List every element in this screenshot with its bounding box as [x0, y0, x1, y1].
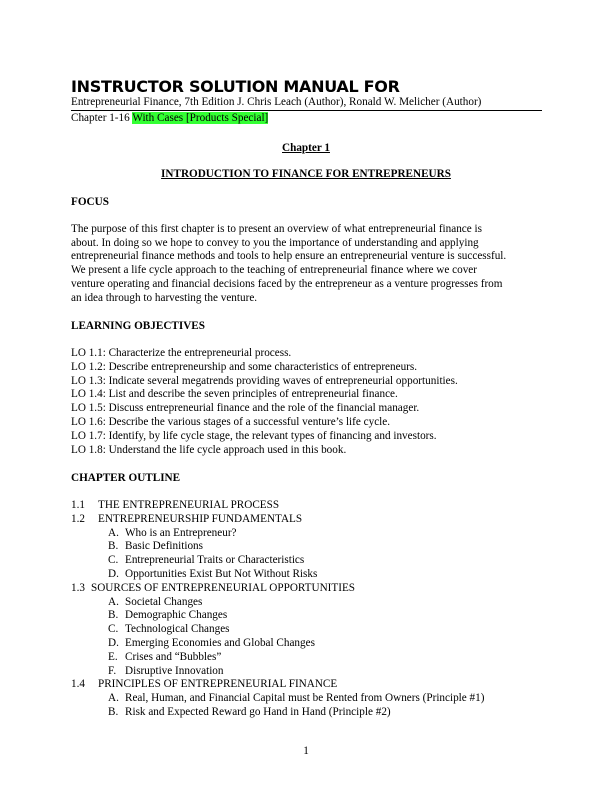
outline-text: Real, Human, and Financial Capital must be Rented from Owners (Principle #1)	[125, 692, 485, 705]
focus-line: entrepreneurial finance methods and tools to help ensure an entrepreneurial venture is successful.	[71, 250, 507, 263]
focus-heading: FOCUS	[71, 196, 109, 208]
outline-letter: D.	[108, 567, 119, 580]
outline-text: ENTREPRENEURSHIP FUNDAMENTALS	[98, 512, 303, 525]
chapter-title: INTRODUCTION TO FINANCE FOR ENTREPRENEURS	[161, 168, 451, 180]
outline-text: Emerging Economies and Global Changes	[125, 636, 315, 649]
outline-subitem	[71, 568, 484, 582]
outline-section	[71, 582, 484, 596]
book-subtitle: Entrepreneurial Finance, 7th Edition J. Chris Leach (Author), Ronald W. Melicher (Author)	[71, 96, 482, 108]
focus-line: about. In doing so we hope to convey to you the importance of understanding and applying	[71, 236, 479, 249]
learning-objective: LO 1.8: Understand the life cycle approach used in this book.	[71, 443, 347, 456]
learning-objective: LO 1.3: Indicate several megatrends providing waves of entrepreneurial opportunities.	[71, 374, 458, 387]
outline-subitem	[71, 637, 484, 651]
outline-number: 1.4	[71, 678, 85, 691]
chapter-outline	[71, 499, 484, 720]
chapter-label: Chapter 1	[282, 142, 330, 154]
learning-objectives-heading: LEARNING OBJECTIVES	[71, 320, 205, 332]
outline-text: Risk and Expected Reward go Hand in Hand (Principle #2)	[125, 705, 391, 718]
outline-number: 1.2	[71, 512, 85, 525]
outline-subitem	[71, 623, 484, 637]
learning-objective: LO 1.1: Characterize the entrepreneurial process.	[71, 347, 292, 359]
outline-letter: E.	[108, 650, 118, 663]
page-number: 1	[303, 745, 309, 757]
focus-line: The purpose of this first chapter is to present an overview of what entrepreneurial finance is	[71, 223, 482, 235]
outline-text: Opportunities Exist But Not Without Risks	[125, 567, 318, 580]
outline-subitem	[71, 540, 484, 554]
outline-text: SOURCES OF ENTREPRENEURIAL OPPORTUNITIES	[91, 581, 356, 594]
outline-subitem	[71, 596, 484, 610]
outline-letter: D.	[108, 636, 119, 649]
outline-subitem	[71, 706, 484, 720]
outline-subitem	[71, 651, 484, 665]
outline-section	[71, 513, 484, 527]
outline-section	[71, 499, 484, 513]
outline-text: Crises and “Bubbles”	[125, 650, 222, 663]
learning-objective: LO 1.5: Discuss entrepreneurial finance and the role of the financial manager.	[71, 402, 420, 415]
outline-letter: C.	[108, 623, 119, 636]
outline-letter: B.	[108, 540, 119, 553]
outline-text: Technological Changes	[125, 623, 230, 636]
outline-letter: A.	[108, 692, 119, 705]
outline-letter: C.	[108, 554, 119, 567]
chapter-range	[71, 112, 268, 125]
chapter-outline-heading: CHAPTER OUTLINE	[71, 472, 181, 484]
chapter-range-prefix: Chapter 1-16	[71, 112, 133, 124]
outline-letter: B.	[108, 609, 119, 622]
learning-objective: LO 1.2: Describe entrepreneurship and some characteristics of entrepreneurs.	[71, 360, 418, 373]
chapter-range-highlight: With Cases [Products Special]	[132, 112, 269, 124]
outline-subitem	[71, 692, 484, 706]
outline-section	[71, 678, 484, 692]
outline-text: PRINCIPLES OF ENTREPRENEURIAL FINANCE	[98, 678, 338, 691]
outline-number: 1.3	[71, 581, 85, 594]
outline-text: Basic Definitions	[125, 540, 203, 553]
outline-letter: F.	[108, 664, 117, 677]
learning-objective: LO 1.4: List and describe the seven principles of entrepreneurial finance.	[71, 388, 398, 401]
learning-objectives-list	[71, 347, 458, 457]
learning-objective: LO 1.7: Identify, by life cycle stage, the relevant types of financing and investors.	[71, 429, 437, 442]
outline-number: 1.1	[71, 499, 85, 511]
outline-letter: A.	[108, 595, 119, 608]
manual-title: INSTRUCTOR SOLUTION MANUAL FOR	[71, 77, 400, 96]
outline-text: Demographic Changes	[125, 609, 228, 622]
outline-subitem	[71, 527, 484, 541]
outline-text: Societal Changes	[125, 595, 203, 608]
learning-objective: LO 1.6: Describe the various stages of a successful venture’s life cycle.	[71, 415, 391, 428]
outline-text: THE ENTREPRENEURIAL PROCESS	[98, 499, 280, 511]
outline-subitem	[71, 609, 484, 623]
outline-text: Entrepreneurial Traits or Characteristics	[125, 554, 305, 567]
outline-subitem	[71, 554, 484, 568]
outline-text: Disruptive Innovation	[125, 664, 224, 677]
focus-line: venture operating and financial decisions faced by the entrepreneur as a venture progresses from	[71, 277, 503, 290]
focus-paragraph	[71, 223, 545, 305]
header-rule	[71, 110, 542, 111]
outline-letter: B.	[108, 705, 119, 718]
outline-text: Who is an Entrepreneur?	[125, 526, 237, 539]
focus-line: We present a life cycle approach to the teaching of entrepreneurial finance where we cover	[71, 264, 477, 277]
outline-letter: A.	[108, 526, 119, 539]
focus-line: an idea through to harvesting the venture.	[71, 291, 258, 304]
outline-subitem	[71, 665, 484, 679]
